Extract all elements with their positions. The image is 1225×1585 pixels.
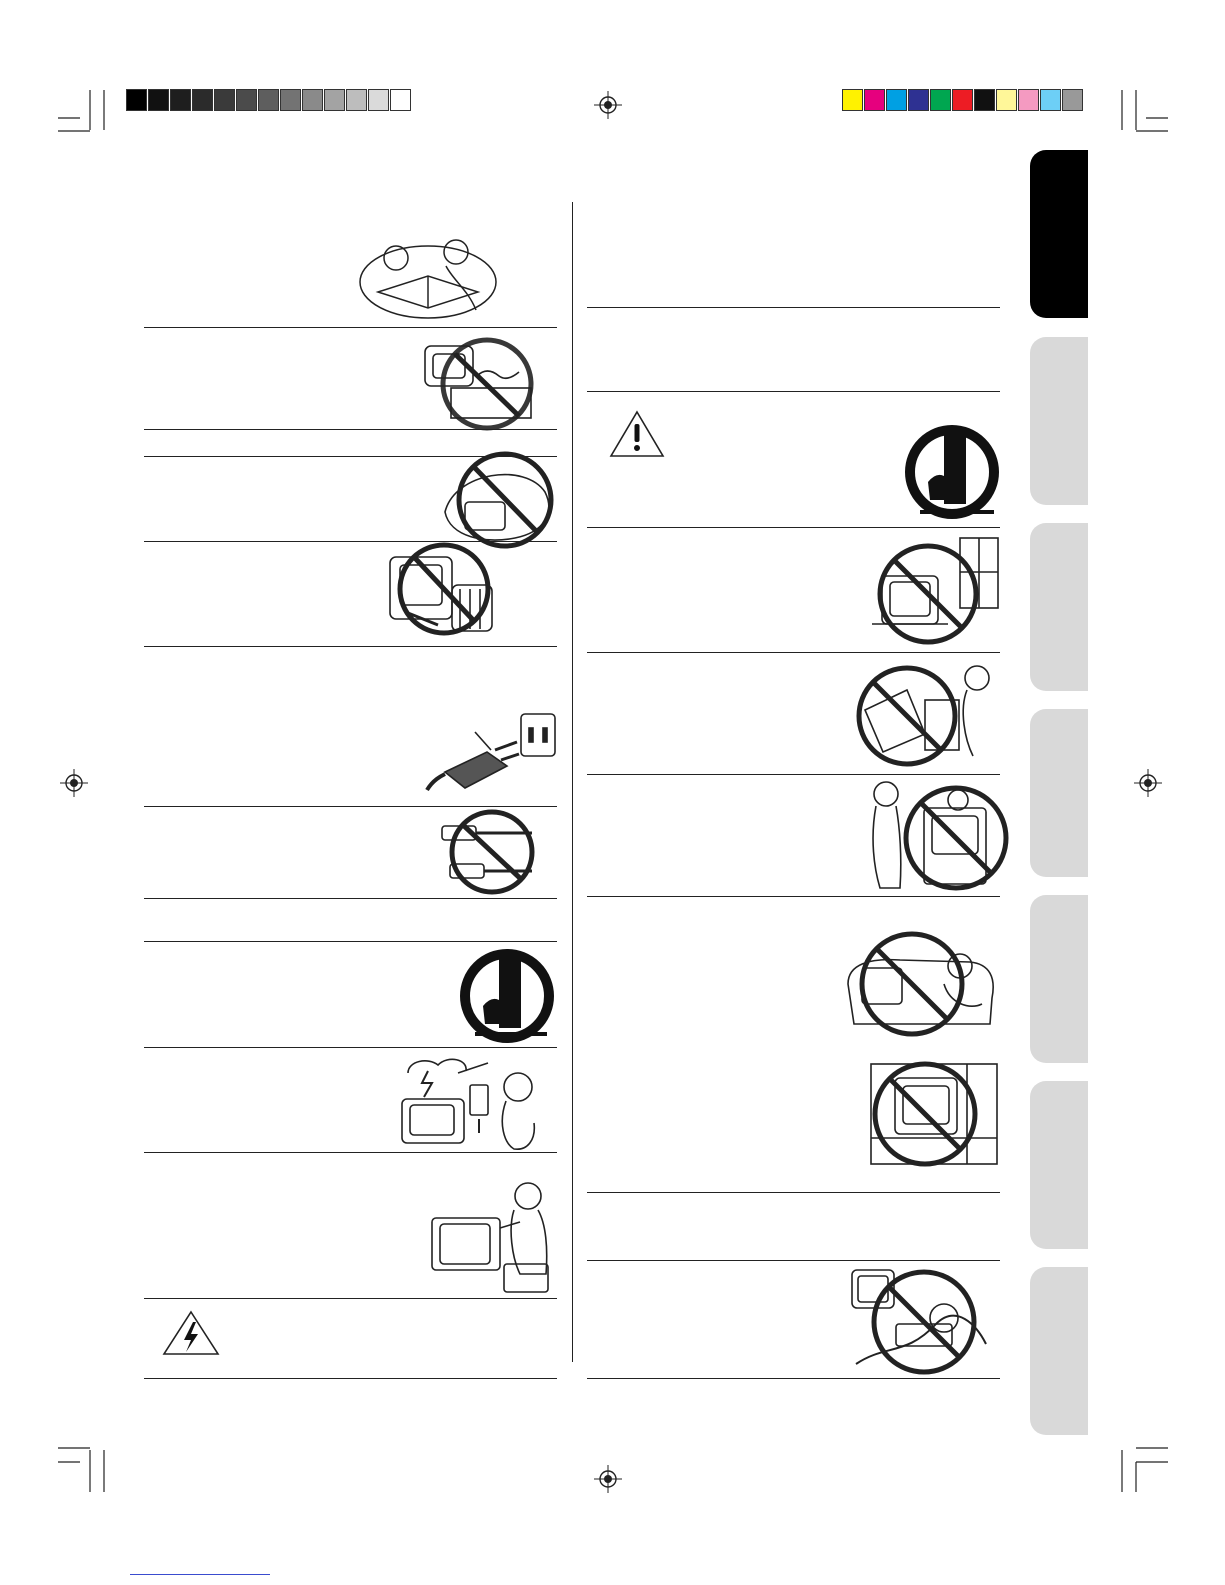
- polarized-plug-illustration: [425, 710, 560, 800]
- gray-swatch: [236, 89, 257, 111]
- no-damaged-cord-illustration: [432, 806, 542, 896]
- rule-r2: [587, 391, 1000, 392]
- side-tab-2[interactable]: [1030, 337, 1086, 505]
- gray-swatch: [258, 89, 279, 111]
- color-swatch: [996, 89, 1017, 111]
- no-sunlight-illustration: [868, 532, 1003, 647]
- registration-right-icon: [1134, 769, 1162, 797]
- rule-l7: [144, 898, 557, 899]
- rule-r5: [587, 774, 1000, 775]
- crop-marks-top: [0, 0, 1225, 140]
- rule-l5: [144, 646, 557, 647]
- registration-top-icon: [594, 91, 622, 119]
- gray-swatch: [148, 89, 169, 111]
- side-tab-4[interactable]: [1030, 709, 1086, 877]
- service-technician-illustration: [428, 1178, 556, 1296]
- rule-r4: [587, 652, 1000, 653]
- rule-l11: [144, 1298, 557, 1299]
- color-swatch: [1040, 89, 1061, 111]
- rule-r7: [587, 1192, 1000, 1193]
- gray-swatch: [214, 89, 235, 111]
- color-swatch: [930, 89, 951, 111]
- no-water-illustration: [417, 336, 539, 428]
- gray-swatch: [170, 89, 191, 111]
- gray-swatch: [280, 89, 301, 111]
- gray-swatch: [324, 89, 345, 111]
- rule-r8: [587, 1260, 1000, 1261]
- gray-swatch: [346, 89, 367, 111]
- no-unstable-illustration: [855, 660, 1000, 772]
- gray-swatch: [302, 89, 323, 111]
- no-sofa-illustration: [840, 924, 1000, 1036]
- side-tab-6[interactable]: [1030, 1081, 1086, 1249]
- side-tab-1-active[interactable]: [1030, 150, 1086, 318]
- color-swatch: [974, 89, 995, 111]
- rule-l8: [144, 941, 557, 942]
- rule-l9: [144, 1047, 557, 1048]
- gray-swatch: [368, 89, 389, 111]
- no-cover-illustration: [435, 452, 555, 552]
- column-divider: [572, 202, 573, 1362]
- caution-exclamation-icon: [609, 410, 665, 458]
- side-tab-3[interactable]: [1030, 523, 1086, 691]
- color-swatch: [952, 89, 973, 111]
- rule-l12: [144, 1378, 557, 1379]
- rule-l10: [144, 1152, 557, 1153]
- rule-r9: [587, 1378, 1000, 1379]
- registration-left-icon: [60, 769, 88, 797]
- no-overload-illustration: [846, 1264, 991, 1376]
- no-enclosure-illustration: [865, 1058, 1003, 1170]
- rule-r6: [587, 896, 1000, 897]
- side-tab-7[interactable]: [1030, 1267, 1086, 1435]
- side-tab-5[interactable]: [1030, 895, 1086, 1063]
- color-swatch: [908, 89, 929, 111]
- gray-swatch: [192, 89, 213, 111]
- no-climbing-illustration: [866, 778, 1002, 893]
- rule-l1: [144, 327, 557, 328]
- rule-r1: [587, 307, 1000, 308]
- color-swatch: [1062, 89, 1083, 111]
- color-swatch: [886, 89, 907, 111]
- lightning-unplug-illustration: [398, 1053, 543, 1151]
- shock-hazard-icon: [162, 1310, 220, 1356]
- gray-swatch: [390, 89, 411, 111]
- color-swatch: [842, 89, 863, 111]
- crop-marks-bottom: [0, 1440, 1225, 1500]
- reading-manual-illustration: [358, 230, 496, 322]
- gray-swatch: [126, 89, 147, 111]
- no-heat-illustration: [388, 545, 503, 645]
- footer-link-underline[interactable]: [130, 1574, 270, 1575]
- rule-r3: [587, 527, 1000, 528]
- color-swatch: [1018, 89, 1039, 111]
- color-swatch: [864, 89, 885, 111]
- cart-warning-right-icon: [902, 420, 1002, 520]
- cart-warning-left-icon: [457, 946, 557, 1042]
